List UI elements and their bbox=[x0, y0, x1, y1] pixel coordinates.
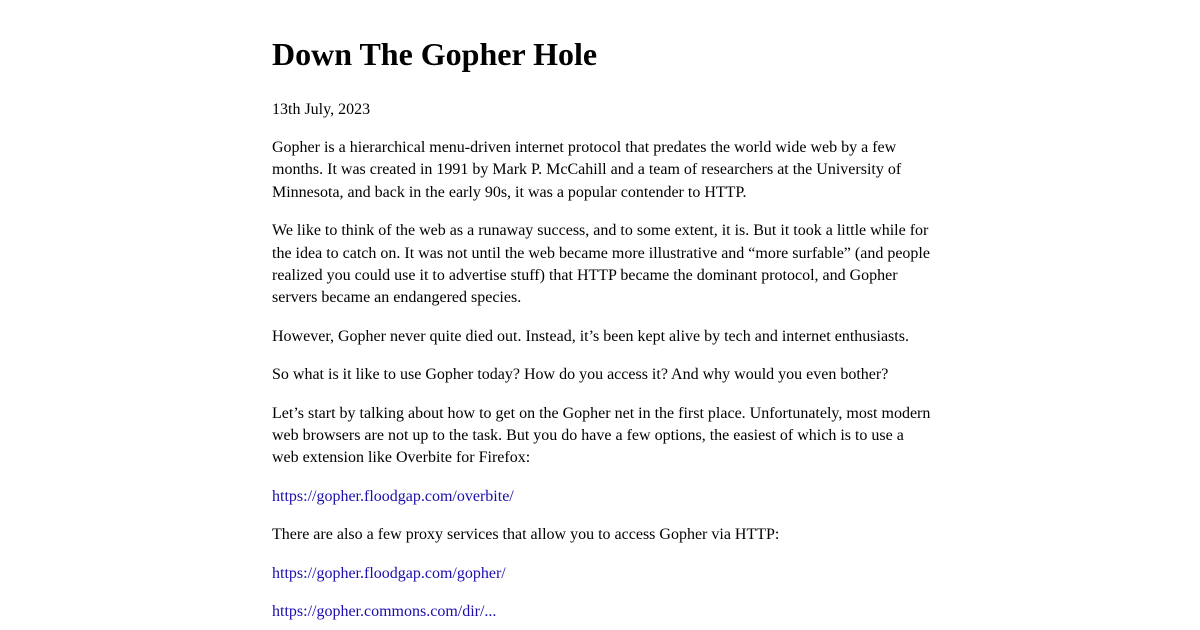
paragraph-access: Let’s start by talking about how to get on the Gopher net in the first place. Unfortunately, most modern web browsers are not up to the task. But you do have a few options, the easiest of which is to use a web extension like Overbite for Firefox: bbox=[272, 404, 931, 467]
paragraph-web-success: We like to think of the web as a runaway success, and to some extent, it is. But it took a little while for the idea to catch on. It was not until the web became more illustrative and “more surfable” (and people realized you could use it to advertise stuff) that HTTP became the dominant protocol, and Gopher servers became an endangered species. bbox=[272, 222, 930, 307]
link-paragraph-partial bbox=[272, 601, 932, 623]
post-date: 13th July, 2023 bbox=[272, 101, 371, 118]
link-paragraph-overbite bbox=[272, 486, 932, 508]
page-title: Down The Gopher Hole bbox=[272, 36, 598, 72]
proxy-link[interactable]: https://gopher.floodgap.com/gopher/ bbox=[272, 564, 506, 582]
article bbox=[272, 0, 932, 624]
paragraph-intro: Gopher is a hierarchical menu-driven internet protocol that predates the world wide web by a few months. It was created in 1991 by Mark P. McCahill and a team of researchers at the University of Minnesota, and back in the early 90s, it was a popular contender to HTTP. bbox=[272, 139, 902, 201]
link-paragraph-proxy bbox=[272, 563, 932, 585]
overbite-link[interactable]: https://gopher.floodgap.com/overbite/ bbox=[272, 487, 514, 505]
partial-link[interactable]: https://gopher.commons.com/dir/... bbox=[272, 603, 497, 621]
paragraph-gopher-alive: However, Gopher never quite died out. Instead, it’s been kept alive by tech and internet enthusiasts. bbox=[272, 327, 909, 345]
paragraph-questions: So what is it like to use Gopher today? How do you access it? And why would you even bother? bbox=[272, 366, 889, 384]
paragraph-proxy: There are also a few proxy services that allow you to access Gopher via HTTP: bbox=[272, 526, 780, 544]
